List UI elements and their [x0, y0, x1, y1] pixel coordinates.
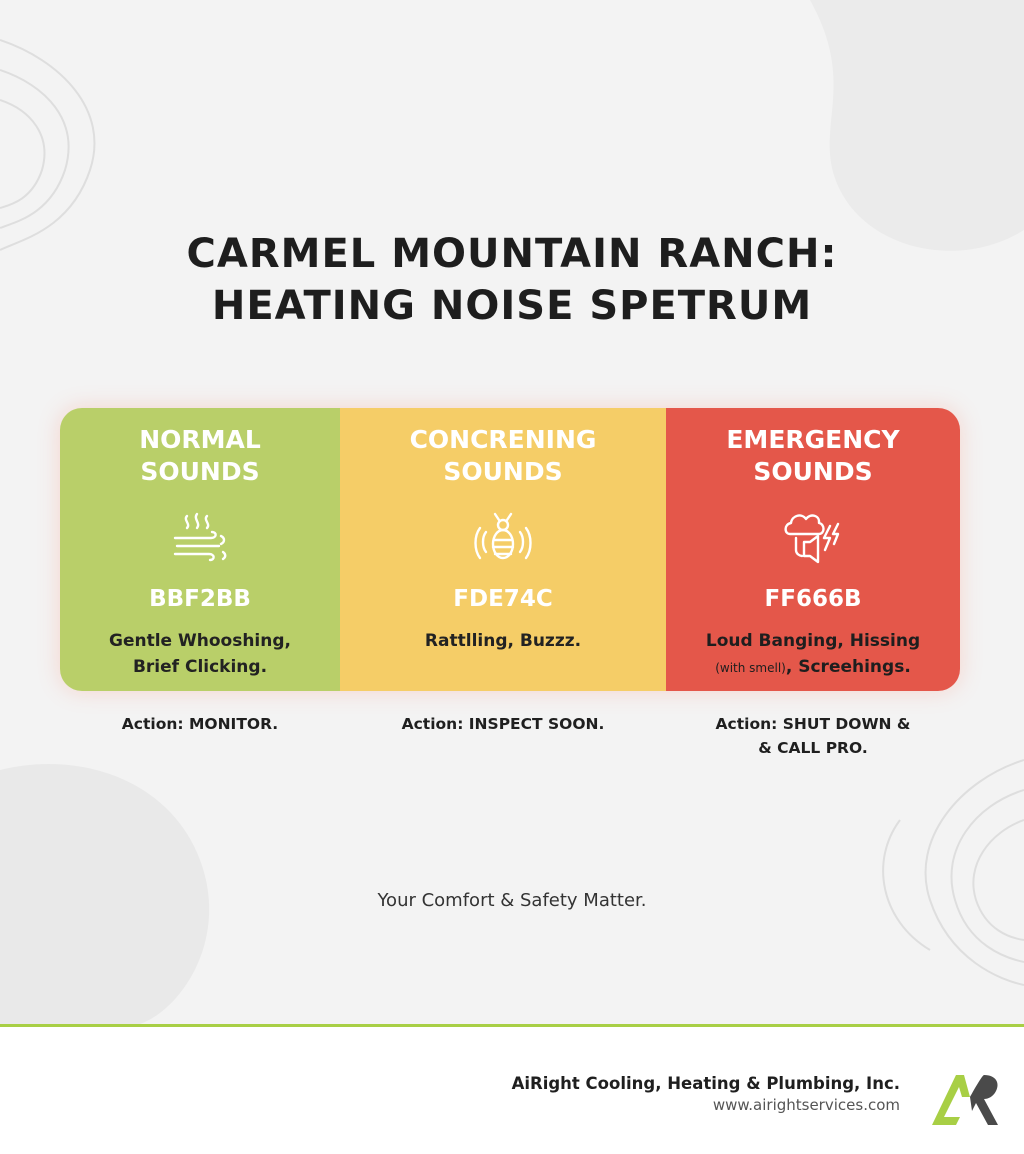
band-emergency-label — [666, 424, 960, 488]
band-concerning-desc-line1: Rattlling, Buzzz. — [424, 631, 582, 651]
band-emergency — [666, 408, 960, 691]
action-emergency-line2: & CALL PRO. — [758, 739, 868, 757]
company-url[interactable]: www.airightservices.com — [712, 1096, 900, 1114]
band-emergency-code: FF666B — [764, 586, 862, 612]
band-emergency-description — [676, 628, 950, 681]
title-line-1: CARMEL MOUNTAIN RANCH: — [186, 231, 838, 277]
company-info — [512, 1073, 900, 1115]
buzzing-bug-icon — [468, 504, 538, 574]
band-emergency-desc-line1: Loud Banging, Hissing — [705, 631, 921, 651]
band-normal — [60, 408, 340, 691]
band-normal-code: BBF2BB — [149, 586, 251, 612]
company-logo — [926, 1067, 1002, 1131]
band-emergency-label-line2: SOUNDS — [753, 457, 873, 486]
band-emergency-desc-rest: , Screehings. — [785, 657, 911, 677]
footer — [0, 1024, 1024, 1154]
band-concerning-description — [350, 628, 656, 654]
cloud-speaker-lightning-icon — [778, 504, 848, 574]
title-line-2: HEATING NOISE SPETRUM — [211, 283, 813, 329]
action-emergency-line1: Action: SHUT DOWN & — [715, 715, 911, 733]
band-concerning-code: FDE74C — [453, 586, 553, 612]
band-normal-desc-line2: Brief Clicking. — [132, 657, 268, 677]
tagline: Your Comfort & Safety Matter. — [377, 890, 647, 911]
noise-spectrum-bar — [60, 408, 960, 691]
page-title — [0, 228, 1024, 332]
band-emergency-desc-note: (with smell) — [715, 661, 786, 675]
action-normal: Action: MONITOR. — [121, 715, 279, 733]
action-emergency — [666, 712, 960, 760]
band-normal-label-line1: NORMAL — [139, 425, 261, 454]
band-normal-label — [60, 424, 340, 488]
band-concerning-label-line1: CONCRENING — [409, 425, 597, 454]
band-normal-description — [70, 628, 330, 680]
band-emergency-desc-line2 — [676, 654, 950, 681]
action-concerning: Action: INSPECT SOON. — [401, 715, 605, 733]
steam-waves-icon — [165, 504, 235, 574]
band-emergency-label-line1: EMERGENCY — [726, 425, 900, 454]
band-normal-desc-line1: Gentle Whooshing, — [109, 631, 291, 651]
band-concerning — [340, 408, 666, 691]
band-normal-label-line2: SOUNDS — [140, 457, 260, 486]
band-concerning-label-line2: SOUNDS — [443, 457, 563, 486]
band-concerning-label — [340, 424, 666, 488]
company-name: AiRight Cooling, Heating & Plumbing, Inc. — [511, 1074, 900, 1093]
